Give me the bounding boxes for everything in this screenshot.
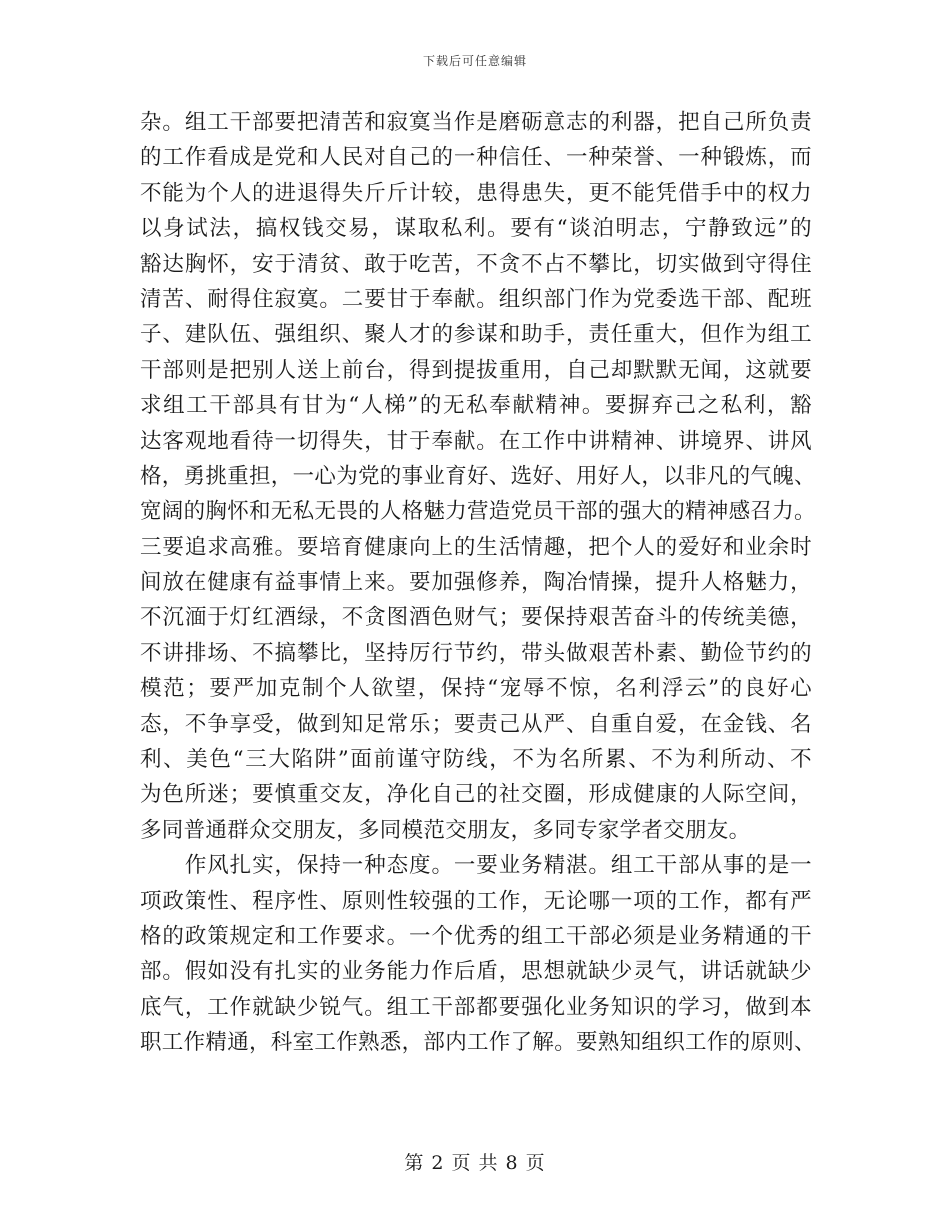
text-line: 间放在健康有益事情上来。要加强修养，陶冶情操，提升人格魅力， <box>140 570 812 596</box>
text-line: 部。假如没有扎实的业务能力作后盾，思想就缺少灵气，讲话就缺少 <box>140 959 812 985</box>
text-line: 格，勇挑重担，一心为党的事业育好、选好、用好人，以非凡的气魄、 <box>140 463 816 489</box>
page-header-note: 下载后可任意编辑 <box>422 54 527 68</box>
document-body <box>140 105 816 1061</box>
text-line: 宽阔的胸怀和无私无畏的人格魅力营造党员干部的强大的精神感召力。 <box>140 499 816 525</box>
text-line: 不能为个人的进退得失斤斤计较，患得患失，更不能凭借手中的权力 <box>140 180 812 206</box>
text-line: 求组工干部具有甘为“人梯”的无私奉献精神。要摒弃己之私利，豁 <box>140 393 812 419</box>
text-line: 豁达胸怀，安于清贫、敢于吃苦，不贪不占不攀比，切实做到守得住 <box>140 251 812 277</box>
text-line: 不沉湎于灯红酒绿，不贪图酒色财气；要保持艰苦奋斗的传统美德， <box>140 605 812 631</box>
text-line: 职工作精通，科室工作熟悉，部内工作了解。要熟知组织工作的原则、 <box>140 1030 816 1056</box>
text-line: 格的政策规定和工作要求。一个优秀的组工干部必须是业务精通的干 <box>140 923 812 949</box>
text-line: 达客观地看待一切得失，甘于奉献。在工作中讲精神、讲境界、讲风 <box>140 428 812 454</box>
text-line: 模范；要严加克制个人欲望，保持“宠辱不惊，名利浮云”的良好心 <box>140 676 812 702</box>
page-number-footer <box>0 1148 950 1175</box>
text-line: 子、建队伍、强组织、聚人才的参谋和助手，责任重大，但作为组工 <box>140 322 812 348</box>
text-line-paragraph-end: 多同普通群众交朋友，多同模范交朋友，多同专家学者交朋友。 <box>140 817 751 843</box>
text-line: 清苦、耐得住寂寞。二要甘于奉献。组织部门作为党委选干部、配班 <box>140 286 812 312</box>
text-line: 为色所迷；要慎重交友，净化自己的社交圈，形成健康的人际空间， <box>140 782 812 808</box>
text-line: 态，不争享受，做到知足常乐；要责己从严、自重自爱，在金钱、名 <box>140 711 812 737</box>
text-line: 的工作看成是党和人民对自己的一种信任、一种荣誉、一种锻炼，而 <box>140 145 812 171</box>
text-line: 以身试法，搞权钱交易，谋取私利。要有“谈泊明志，宁静致远”的 <box>140 216 812 242</box>
text-line: 三要追求高雅。要培育健康向上的生活情趣，把个人的爱好和业余时 <box>140 534 812 560</box>
text-line: 底气，工作就缺少锐气。组工干部都要强化业务知识的学习，做到本 <box>140 994 812 1020</box>
text-line: 利、美色“三大陷阱”面前谨守防线，不为名所累、不为利所动、不 <box>140 747 812 773</box>
text-line: 杂。组工干部要把清苦和寂寞当作是磨砺意志的利器，把自己所负责 <box>140 110 812 135</box>
page-number-label: 第 2 页 共 8 页 <box>404 1152 546 1174</box>
text-line: 不讲排场、不搞攀比，坚持厉行节约，带头做艰苦朴素、勤俭节约的 <box>140 640 812 666</box>
text-line-paragraph-start: 作风扎实，保持一种态度。一要业务精湛。组工干部从事的是一 <box>140 853 812 879</box>
text-line: 干部则是把别人送上前台，得到提拔重用，自己却默默无闻，这就要 <box>140 357 812 383</box>
text-line: 项政策性、程序性、原则性较强的工作，无论哪一项的工作，都有严 <box>140 888 812 914</box>
